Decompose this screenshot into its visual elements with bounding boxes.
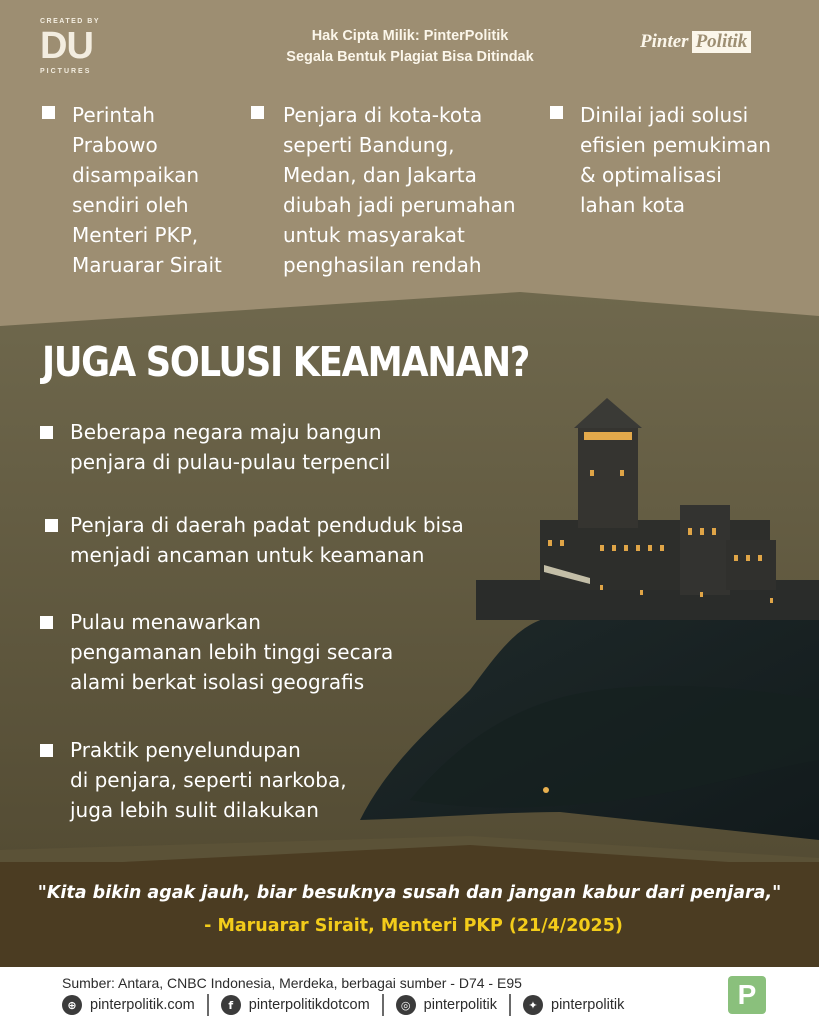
social-links — [62, 994, 624, 1016]
instagram-icon: ◎ — [396, 995, 416, 1015]
du-pictures-logo — [40, 18, 110, 78]
bullet-square-icon — [251, 106, 264, 119]
point-line: Perintah — [72, 103, 155, 127]
point-line: untuk masyarakat — [283, 223, 465, 247]
quote-source: - Maruarar Sirait, Menteri PKP (21/4/2025) — [204, 916, 623, 936]
point-line: Penjara di kota-kota — [283, 103, 483, 127]
pinterpolitik-p-logo: P — [728, 976, 766, 1014]
bullet-square-icon — [40, 616, 53, 629]
bullet-square-icon — [550, 106, 563, 119]
section-heading: JUGA SOLUSI KEAMANAN? — [42, 338, 530, 386]
point-line: efisien pemukiman — [580, 133, 771, 157]
point-line: Prabowo — [72, 133, 158, 157]
point-line: di penjara, seperti narkoba, — [70, 768, 347, 792]
social-website[interactable] — [62, 995, 195, 1015]
brand-part-2: Politik — [692, 31, 752, 53]
point-line: lahan kota — [580, 193, 685, 217]
pinterpolitik-brand — [640, 30, 751, 54]
logo-created-by: CREATED BY — [40, 18, 100, 25]
brand-part-1: Pinter — [640, 31, 689, 52]
point-line: juga lebih sulit dilakukan — [70, 798, 319, 822]
point-line: Menteri PKP, — [72, 223, 199, 247]
copyright-line-2: Segala Bentuk Plagiat Bisa Ditindak — [286, 49, 534, 65]
divider — [207, 994, 209, 1016]
point-line: menjadi ancaman untuk keamanan — [70, 543, 425, 567]
sources-line: Sumber: Antara, CNBC Indonesia, Merdeka, berbagai sumber - D74 - E95 — [62, 975, 522, 991]
point-line: pengamanan lebih tinggi secara — [70, 640, 394, 664]
point-line: Pulau menawarkan — [70, 610, 261, 634]
point-line: & optimalisasi — [580, 163, 722, 187]
facebook-icon: f — [221, 995, 241, 1015]
logo-letters: DU — [40, 25, 93, 67]
social-label: pinterpolitikdotcom — [248, 997, 370, 1013]
social-facebook[interactable] — [221, 995, 370, 1015]
globe-icon: ⊕ — [62, 995, 82, 1015]
bullet-square-icon — [40, 744, 53, 757]
point-line: seperti Bandung, — [283, 133, 455, 157]
social-label: pinterpolitik — [551, 997, 625, 1013]
point-line: sendiri oleh — [72, 193, 189, 217]
point-line: Praktik penyelundupan — [70, 738, 301, 762]
logo-pictures: PICTURES — [40, 68, 92, 75]
point-line: Beberapa negara maju bangun — [70, 420, 382, 444]
point-line: penghasilan rendah — [283, 253, 482, 277]
copyright-line-1: Hak Cipta Milik: PinterPolitik — [311, 28, 509, 44]
point-line: Maruarar Sirait — [72, 253, 222, 277]
point-line: disampaikan — [72, 163, 200, 187]
divider — [382, 994, 384, 1016]
social-label: pinterpolitik.com — [90, 997, 195, 1013]
quote-text: "Kita bikin agak jauh, biar besuknya susah dan jangan kabur dari penjara," — [37, 883, 782, 903]
point-line: penjara di pulau-pulau terpencil — [70, 450, 391, 474]
point-line: Dinilai jadi solusi — [580, 103, 749, 127]
point-line: Medan, dan Jakarta — [283, 163, 477, 187]
point-line: diubah jadi perumahan — [283, 193, 516, 217]
social-instagram[interactable] — [396, 995, 497, 1015]
bullet-square-icon — [40, 426, 53, 439]
bullet-square-icon — [42, 106, 55, 119]
social-twitter[interactable] — [523, 995, 624, 1015]
bullet-square-icon — [45, 519, 58, 532]
point-line: alami berkat isolasi geografis — [70, 670, 365, 694]
twitter-icon: ✦ — [523, 995, 543, 1015]
point-line: Penjara di daerah padat penduduk bisa — [70, 513, 464, 537]
social-label: pinterpolitik — [423, 997, 498, 1013]
copyright-notice — [230, 26, 590, 68]
divider — [509, 994, 511, 1016]
